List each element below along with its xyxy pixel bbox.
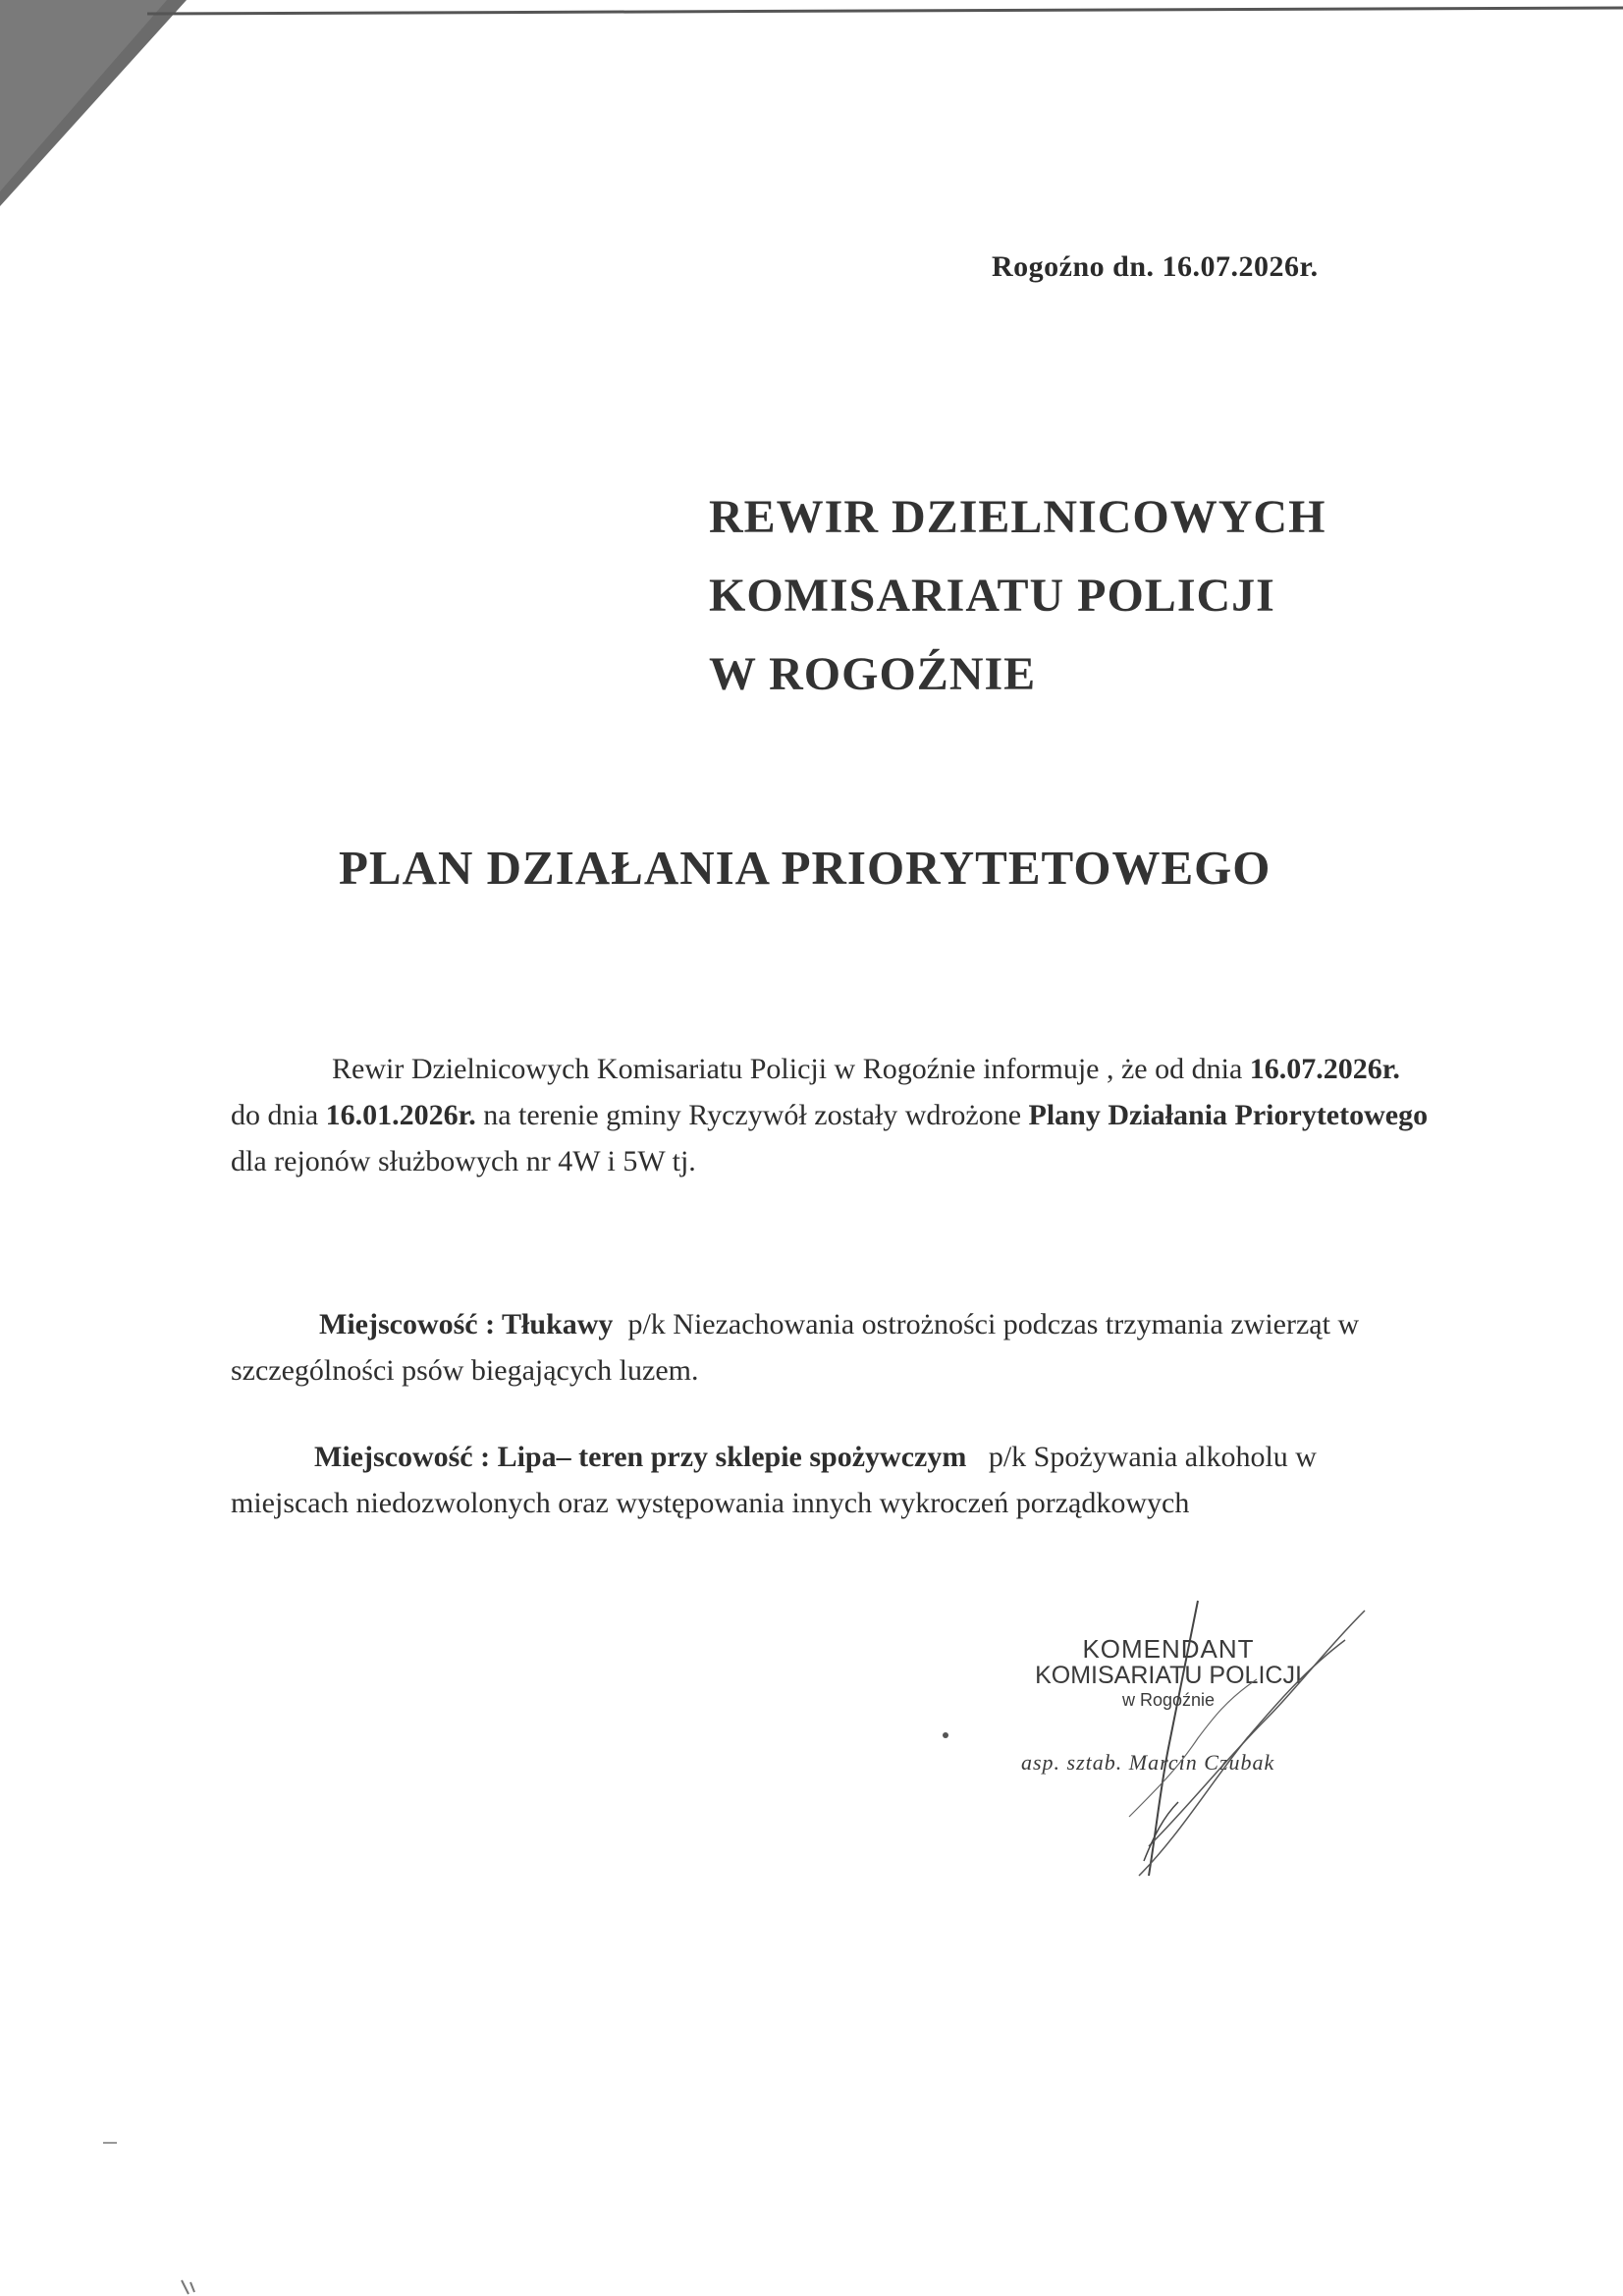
location-paragraph-1: [231, 1301, 1429, 1394]
scan-top-edge: [0, 0, 1623, 29]
stamp-name: asp. sztab. Marcin Czubak: [1021, 1750, 1275, 1775]
document-date: Rogoźno dn. 16.07.2026r.: [992, 250, 1319, 283]
scan-corner-shadow: [0, 0, 187, 226]
location-2-text: p/k Spożywania alkoholu w miejscach niedozwolonych oraz występowania innych wykroczeń porządkowych: [231, 1441, 1325, 1519]
header-line-1: REWIR DZIELNICOWYCH: [709, 491, 1326, 543]
handwritten-signature: [1031, 1591, 1384, 1886]
stamp-title: KOMENDANT: [1082, 1634, 1255, 1664]
scan-speck: [103, 2141, 117, 2145]
intro-plans-name: Plany Działania Priorytetowego: [1028, 1099, 1429, 1131]
institution-header: [709, 478, 1325, 714]
intro-date-from: 16.07.2026r.: [1249, 1053, 1400, 1085]
intro-text-2: do dnia: [231, 1099, 326, 1131]
scan-mark: [177, 2278, 206, 2296]
header-line-2: KOMISARIATU POLICJI: [709, 570, 1275, 622]
intro-text-4: dla rejonów służbowych nr 4W i 5W tj.: [231, 1145, 696, 1177]
intro-date-to: 16.01.2026r.: [325, 1099, 476, 1131]
plan-title: PLAN DZIAŁANIA PRIORYTETOWEGO: [339, 841, 1271, 895]
location-paragraph-2: [231, 1434, 1429, 1526]
stamp-location: w Rogoźnie: [1121, 1690, 1216, 1710]
location-2-label: Miejscowość : Lipa– teren przy sklepie spożywczym: [314, 1441, 967, 1473]
stamp-institution: KOMISARIATU POLICJI: [1035, 1662, 1302, 1689]
intro-paragraph: [231, 1046, 1429, 1184]
intro-text-1: Rewir Dzielnicowych Komisariatu Policji w Rogoźnie informuje , że od dnia: [332, 1053, 1250, 1085]
header-line-3: W ROGOŹNIE: [709, 648, 1037, 700]
intro-text-3: na terenie gminy Ryczywół zostały wdrożone: [475, 1099, 1029, 1131]
location-1-label: Miejscowość : Tłukawy: [319, 1308, 614, 1340]
scan-speck: [941, 1730, 950, 1740]
location-1-text: p/k Niezachowania ostrożności podczas trzymania zwierząt w szczególności psów biegających luzem.: [231, 1308, 1367, 1387]
